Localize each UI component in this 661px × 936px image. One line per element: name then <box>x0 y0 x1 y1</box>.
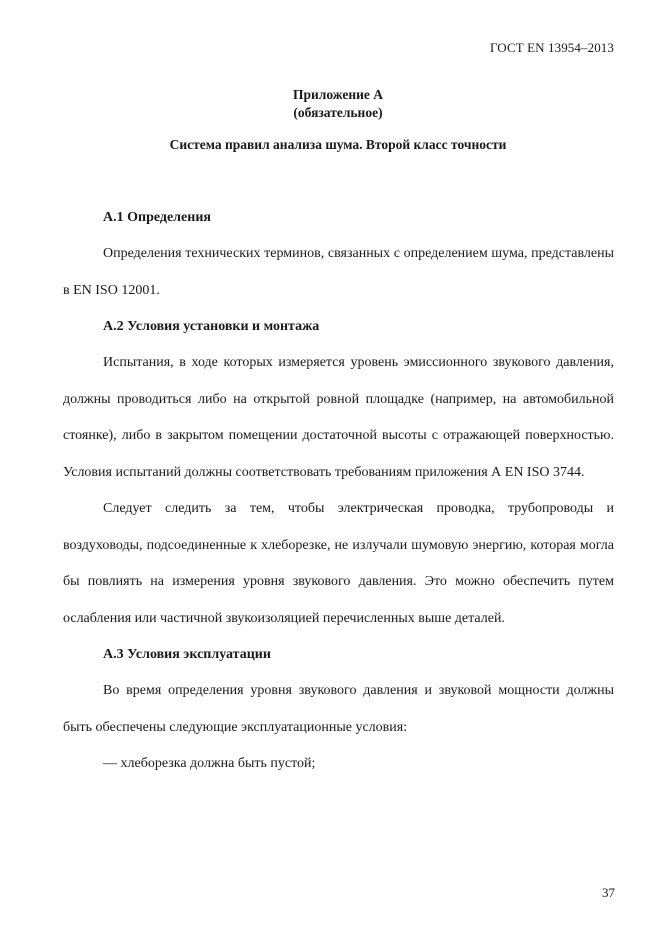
paragraph: Во время определения уровня звукового давления и звуковой мощности должны быть обеспечены следующие эксплуатационные условия: <box>63 683 614 735</box>
document-body <box>63 200 614 783</box>
section-title-a3: А.3 Условия эксплуатации <box>103 647 271 662</box>
section-title-a2: А.2 Условия установки и монтажа <box>103 319 320 334</box>
paragraph: Определения технических терминов, связанных с определением шума, представлены в EN ISO 12001. <box>63 246 614 298</box>
page-number: 37 <box>602 885 615 900</box>
annex-heading: Система правил анализа шума. Второй класс точности <box>169 137 507 152</box>
annex-status: (обязательное) <box>293 105 383 120</box>
paragraph: Следует следить за тем, чтобы электрическая проводка, трубопроводы и воздуховоды, подсоединенные к хлеборезке, не излучали шумовую энергию, которая могла бы повлиять на измерения уровня звукового давления. Это можно обеспечить путем ослабления или частичной звукоизоляцией перечисленных выше деталей. <box>63 501 614 626</box>
section-title-a1: А.1 Определения <box>103 210 211 225</box>
annex-title: Приложение А <box>292 87 384 102</box>
list-item: — хлеборезка должна быть пустой; <box>103 756 316 771</box>
standard-code: ГОСТ EN 13954–2013 <box>490 40 614 55</box>
paragraph: Испытания, в ходе которых измеряется уровень эмиссионного звукового давления, должны проводиться либо на открытой ровной площадке (например, на автомобильной стоянке), либо в закрытом помещении достаточной высоты с отражающей поверхностью. Условия испытаний должны соответствовать требованиям приложения А EN ISO 3744. <box>63 355 614 480</box>
